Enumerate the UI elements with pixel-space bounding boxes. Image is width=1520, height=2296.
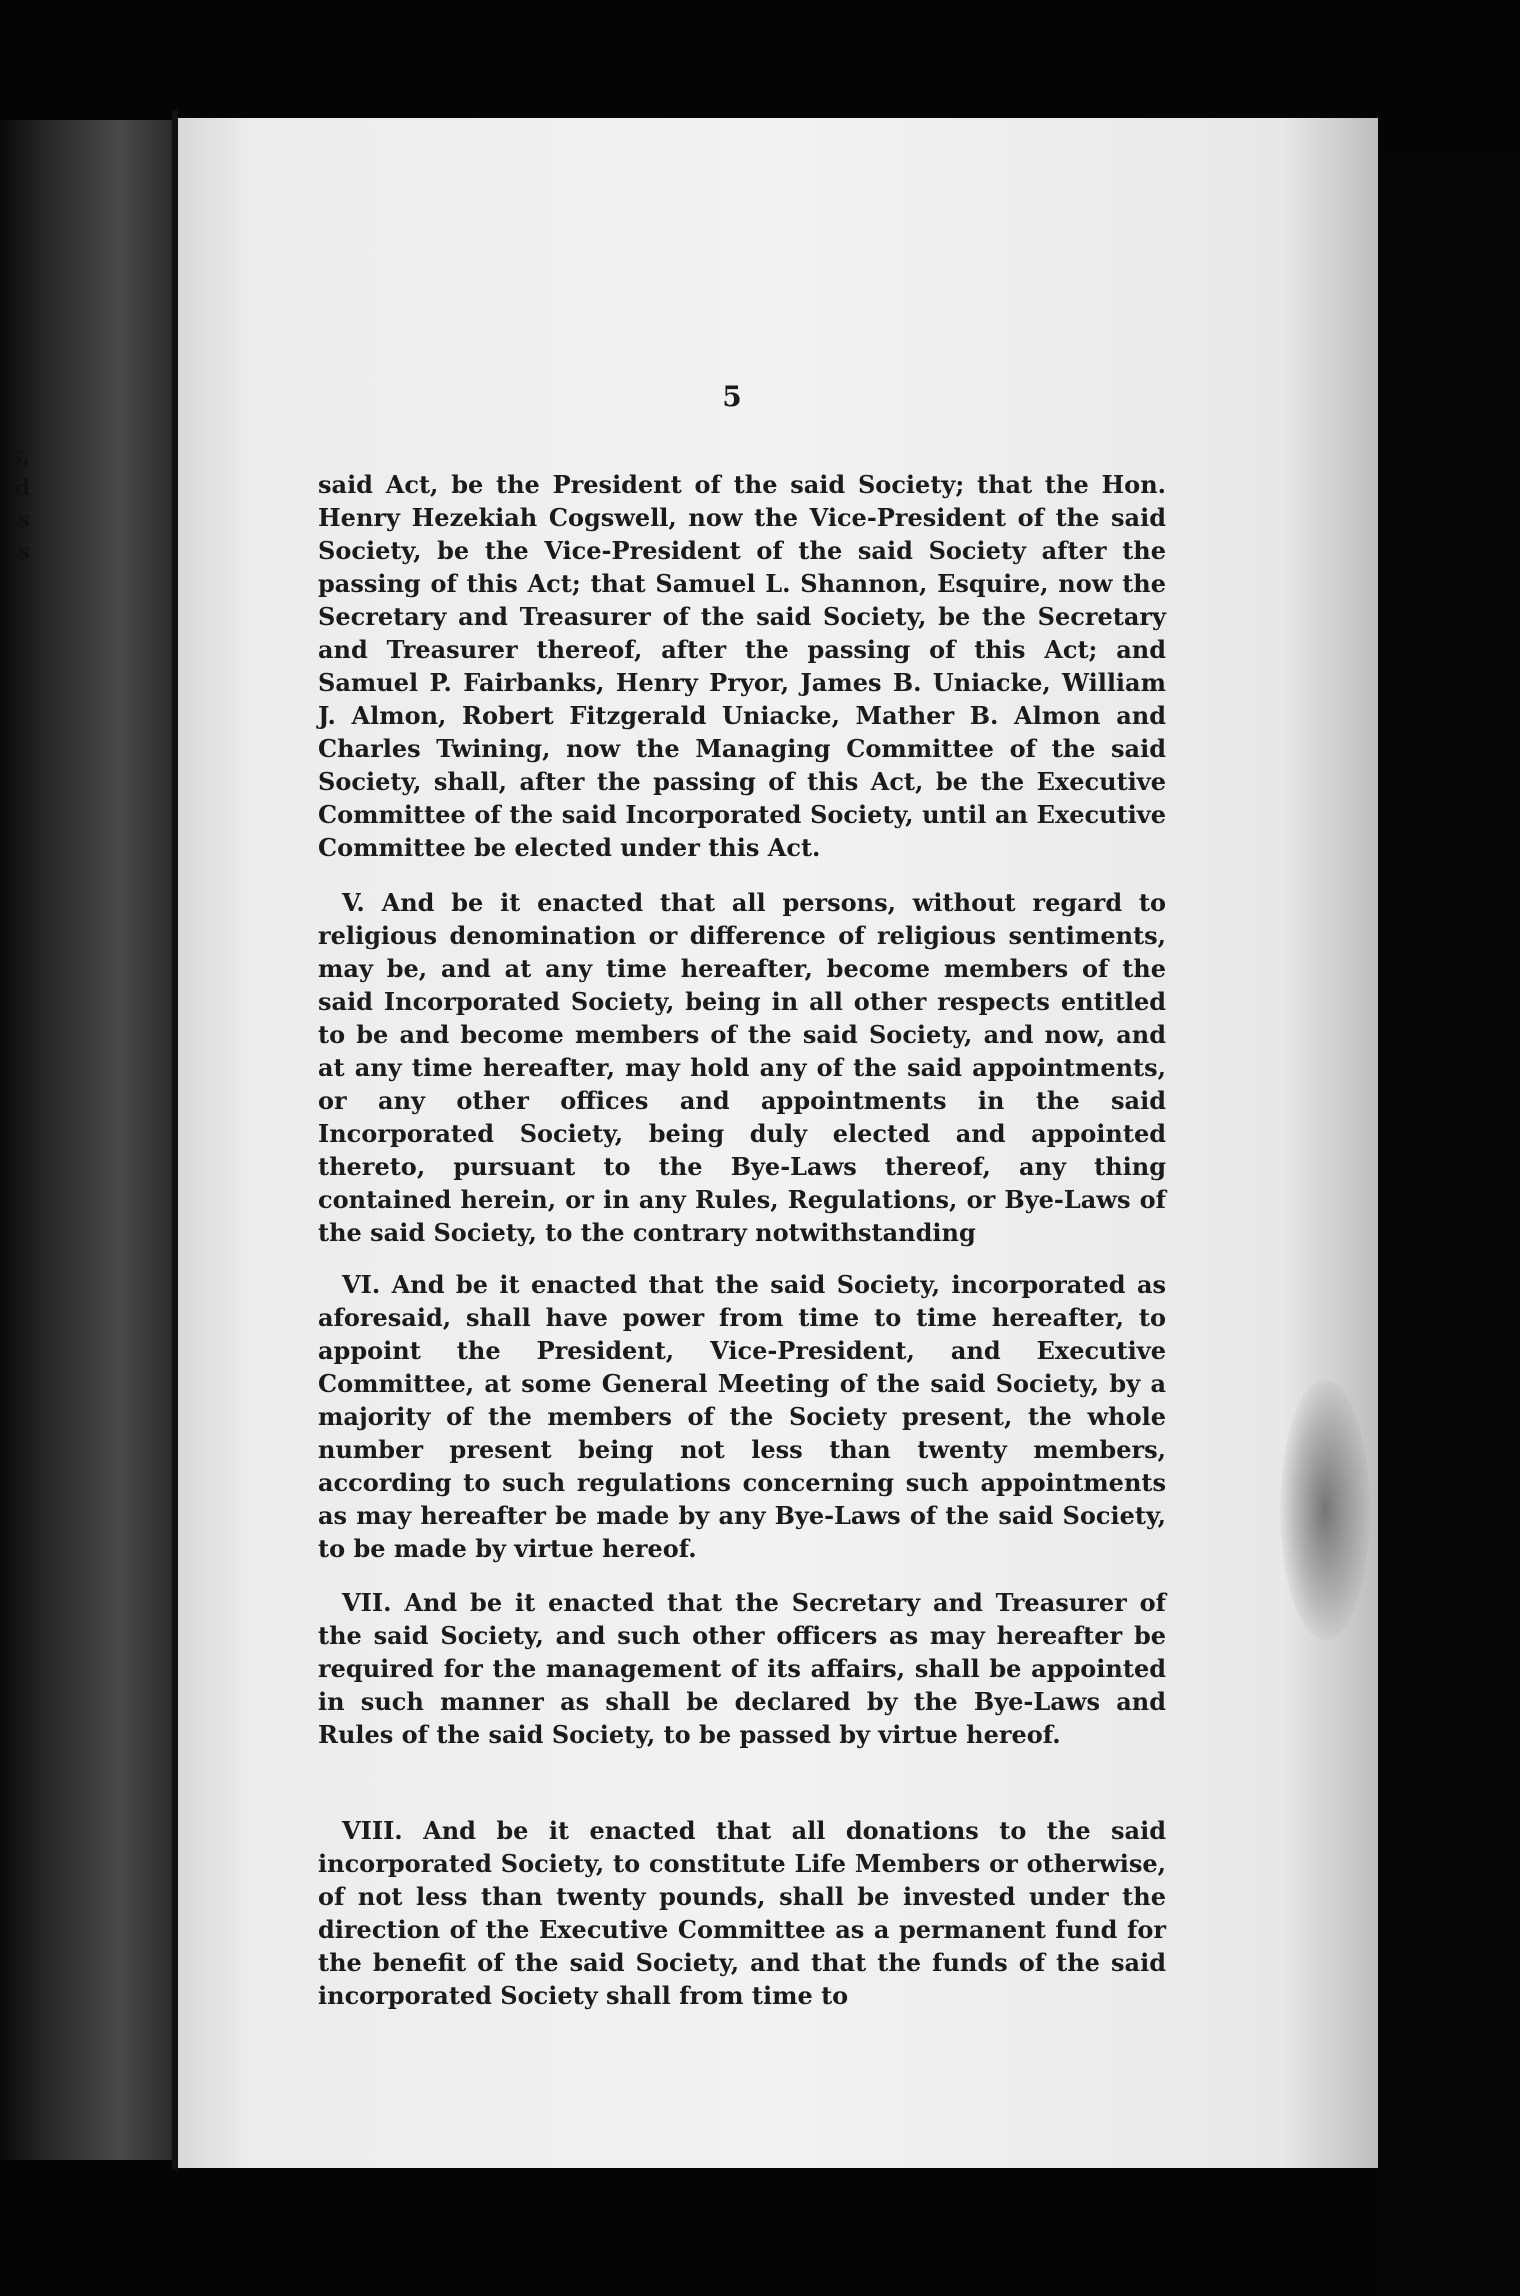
- ink-smudge: [1280, 1380, 1370, 1640]
- fragment-line: s,: [9, 443, 30, 469]
- paragraph-viii: VIII. And be it enacted that all donations to the said incorporated Society, to constitute Life Members or otherwise, of not less than twenty pounds, shall be invested under the direction of the Executive Committee as a permanent fund for the benefit of the said Society, and that the funds of the said incorporated Society shall from time to: [318, 1816, 1166, 2010]
- paragraph-continuation: said Act, be the President of the said Society; that the Hon. Henry Hezekiah Cogswell, now the Vice-President of the said Society, be the Vice-President of the said Society after the passing of this Act; that Samuel L. Shannon, Esquire, now the Secretary and Treasurer of the said Society, be the Secretary and Treasurer thereof, after the passing of this Act; and Samuel P. Fairbanks, Henry Pryor, James B. Uniacke, William J. Almon, Robert Fitzgerald Uniacke, Mather B. Almon and Charles Twining, now the Managing Committee of the said Society, shall, after the passing of this Act, be the Executive Committee of the said Incorporated Society, until an Executive Committee be elected under this Act.: [318, 470, 1166, 862]
- adjacent-page-strip: [0, 120, 172, 2160]
- paragraph-vi: VI. And be it enacted that the said Society, incorporated as aforesaid, shall have power from time to time hereafter, to appoint the President, Vice-President, and Executive Committee, at some General Meeting of the said Society, by a majority of the members of the Society present, the whole number present being not less than twenty members, according to such regulations concerning such appointments as may hereafter be made by any Bye-Laws of the said Society, to be made by virtue hereof.: [318, 1270, 1166, 1563]
- page-number: 5: [722, 380, 742, 413]
- fragment-line: d: [14, 475, 30, 501]
- fragment-line: s: [17, 507, 30, 533]
- fragment-line: s: [17, 539, 30, 565]
- adjacent-page-fragments: [0, 440, 30, 568]
- scan-border: [1378, 150, 1520, 2296]
- paragraph-vii: VII. And be it enacted that the Secretary and Treasurer of the said Society, and such other officers as may hereafter be required for the management of its affairs, shall be appointed in such manner as shall be declared by the Bye-Laws and Rules of the said Society, to be passed by virtue hereof.: [318, 1588, 1166, 1749]
- paragraph-v: V. And be it enacted that all persons, without regard to religious denomination or difference of religious sentiments, may be, and at any time hereafter, become members of the said Incorporated Society, being in all other respects entitled to be and become members of the said Society, and now, and at any time hereafter, may hold any of the said appointments, or any other offices and appointments in the said Incorporated Society, being duly elected and appointed thereto, pursuant to the Bye-Laws thereof, any thing contained herein, or in any Rules, Regulations, or Bye-Laws of the said Society, to the contrary notwithstanding: [318, 888, 1166, 1247]
